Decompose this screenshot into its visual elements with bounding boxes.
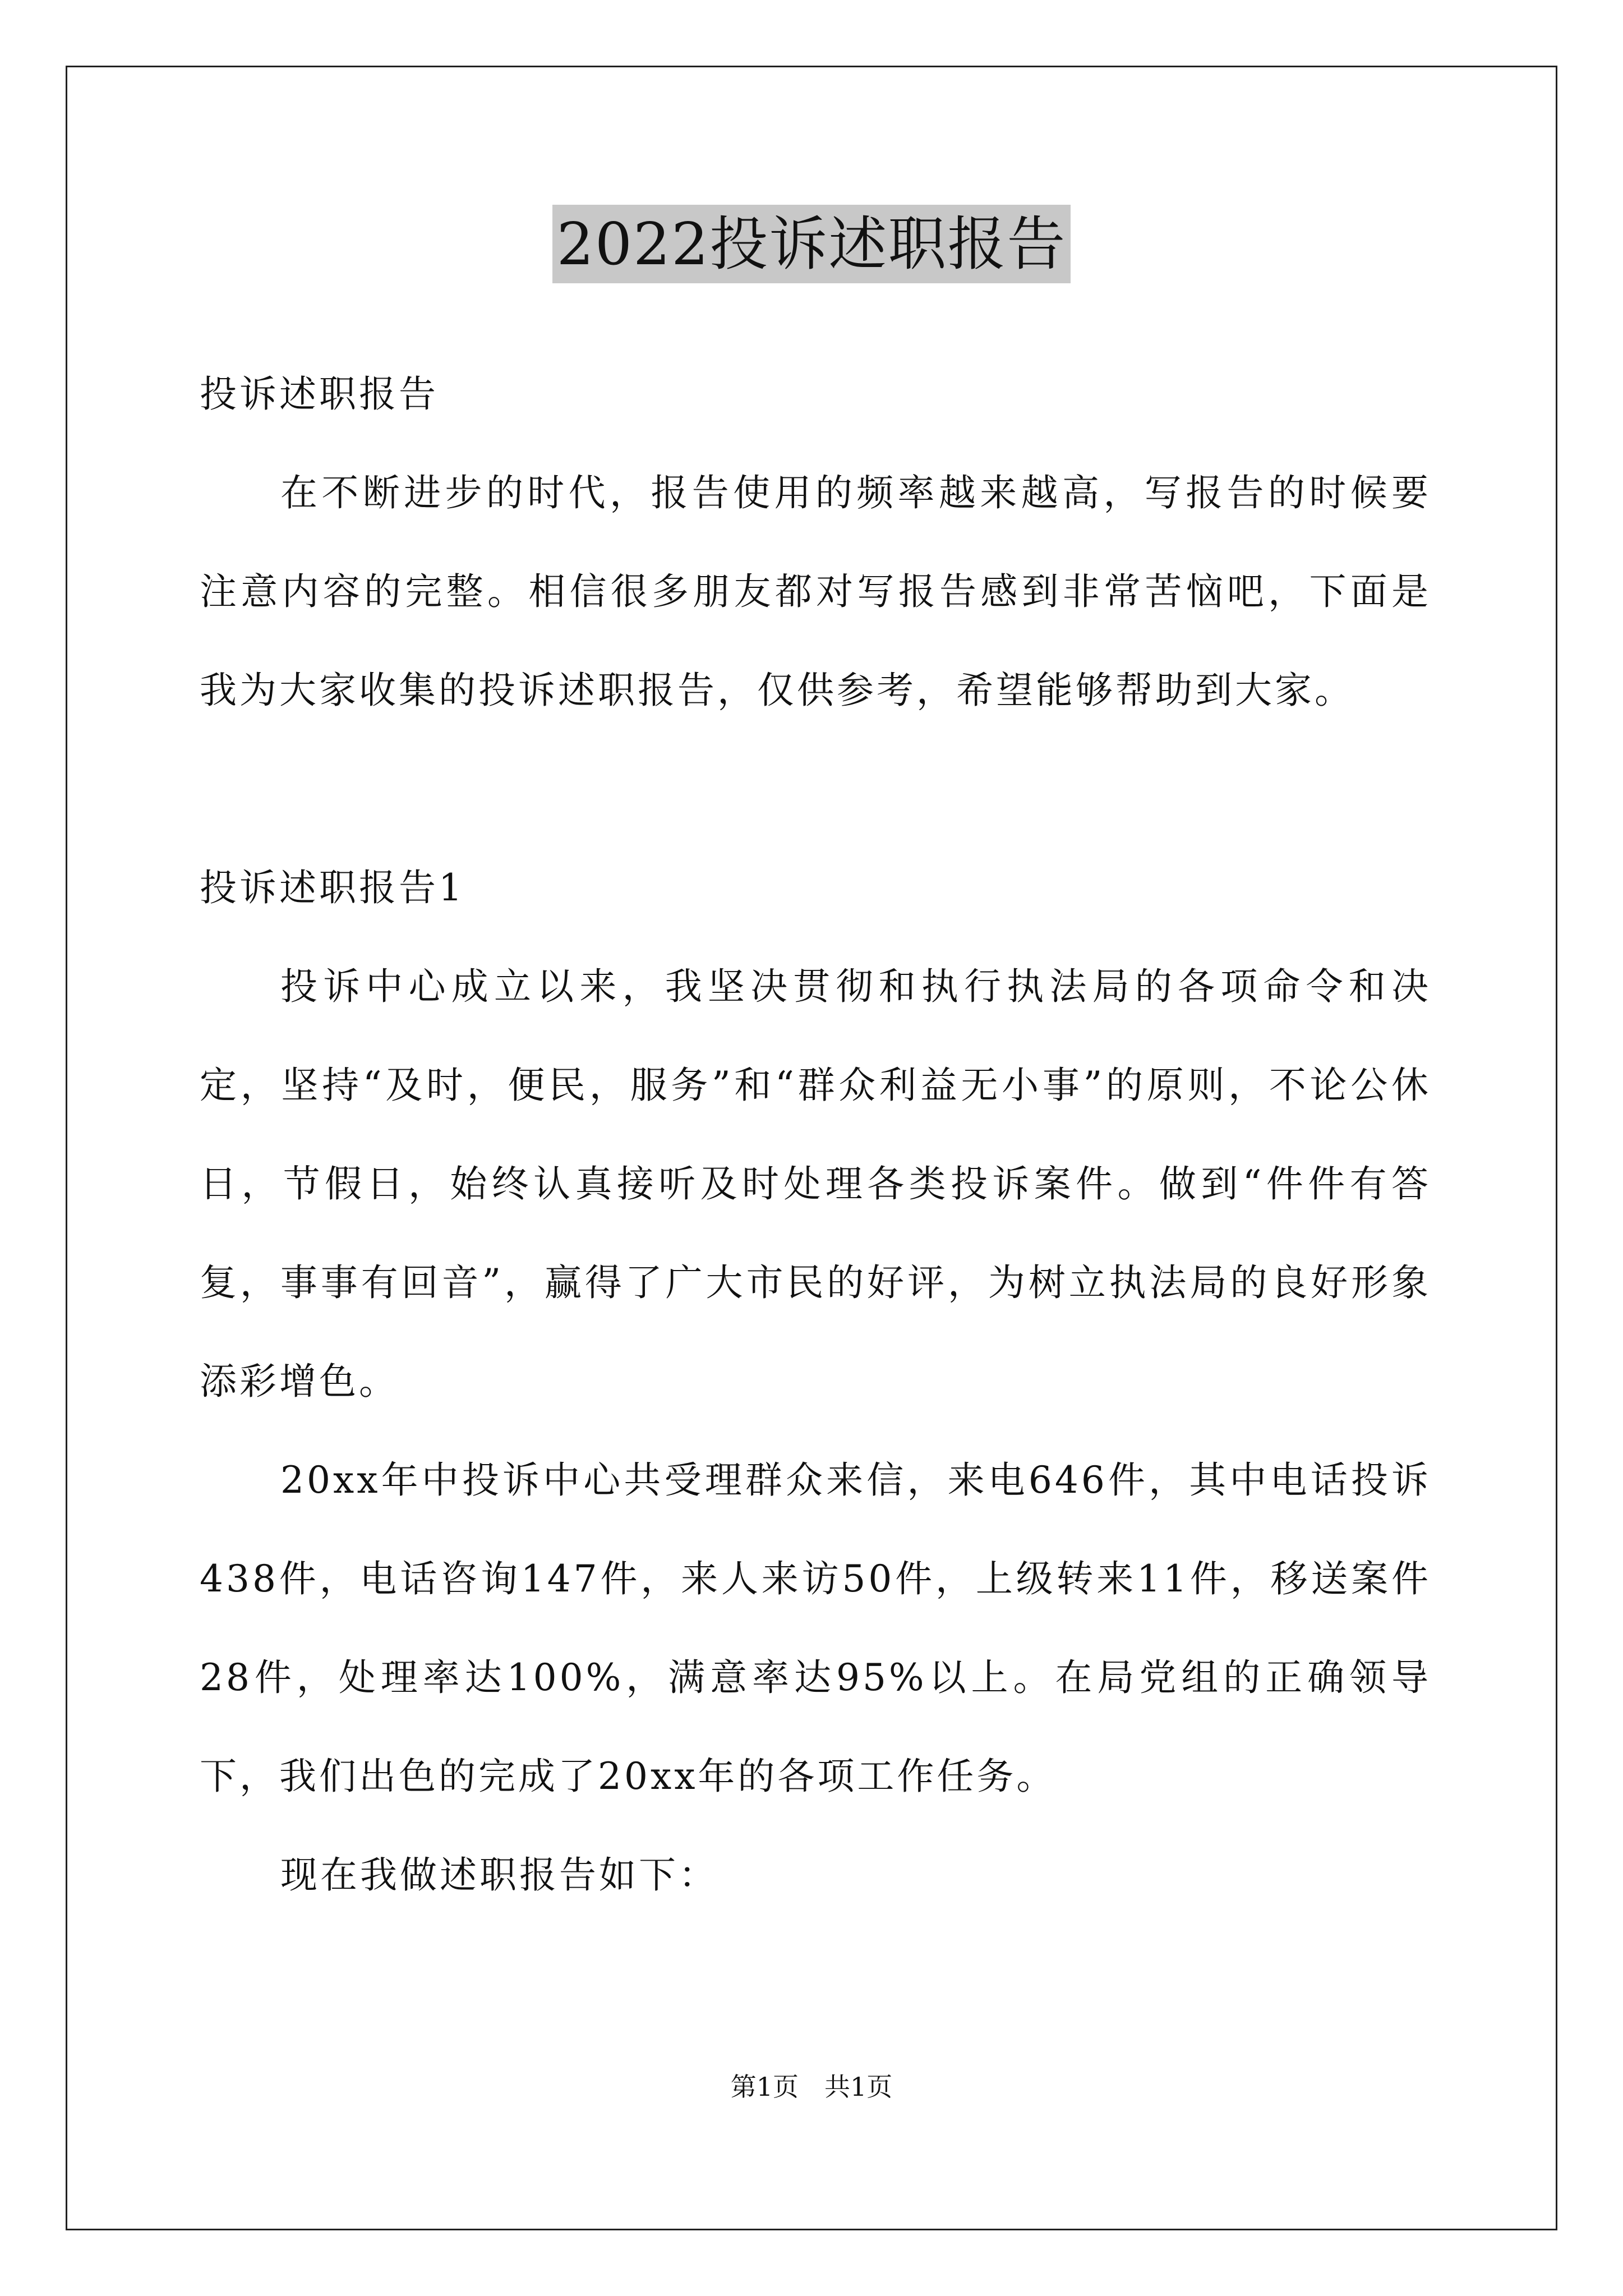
body-paragraph: 现在我做述职报告如下： bbox=[280, 1853, 718, 1897]
title-container bbox=[0, 205, 1623, 283]
page-footer: 第1页 共1页 bbox=[730, 2072, 893, 2102]
intro-paragraph: 在不断进步的时代，报告使用的频率越来越高，写报告的时候要注意内容的完整。相信很多朋友都对写报告感到非常苦恼吧，下面是我为大家收集的投诉述职报告，仅供参考，希望能够帮助到大家。 bbox=[200, 471, 1431, 712]
document-body bbox=[200, 345, 1431, 1925]
body-paragraph: 投诉中心成立以来，我坚决贯彻和执行执法局的各项命令和决定，坚持“及时，便民，服务”和“群众利益无小事”的原则，不论公休日，节假日，始终认真接听及时处理各类投诉案件。做到“件件有答复，事事有回音”，赢得了广大市民的好评，为树立执法局的良好形象添彩增色。 bbox=[200, 965, 1431, 1403]
blank-line bbox=[200, 740, 1431, 839]
body-paragraph: 20xx年中投诉中心共受理群众来信，来电646件，其中电话投诉438件，电话咨询147件，来人来访50件，上级转来11件，移送案件28件，处理率达100%，满意率达95%以上。在局党组的正确领导下，我们出色的完成了20xx年的各项工作任务。 bbox=[200, 1458, 1431, 1798]
document-title: 2022投诉述职报告 bbox=[552, 205, 1071, 283]
document-subtitle: 投诉述职报告 bbox=[200, 372, 439, 416]
section-heading: 投诉述职报告1 bbox=[200, 866, 465, 909]
